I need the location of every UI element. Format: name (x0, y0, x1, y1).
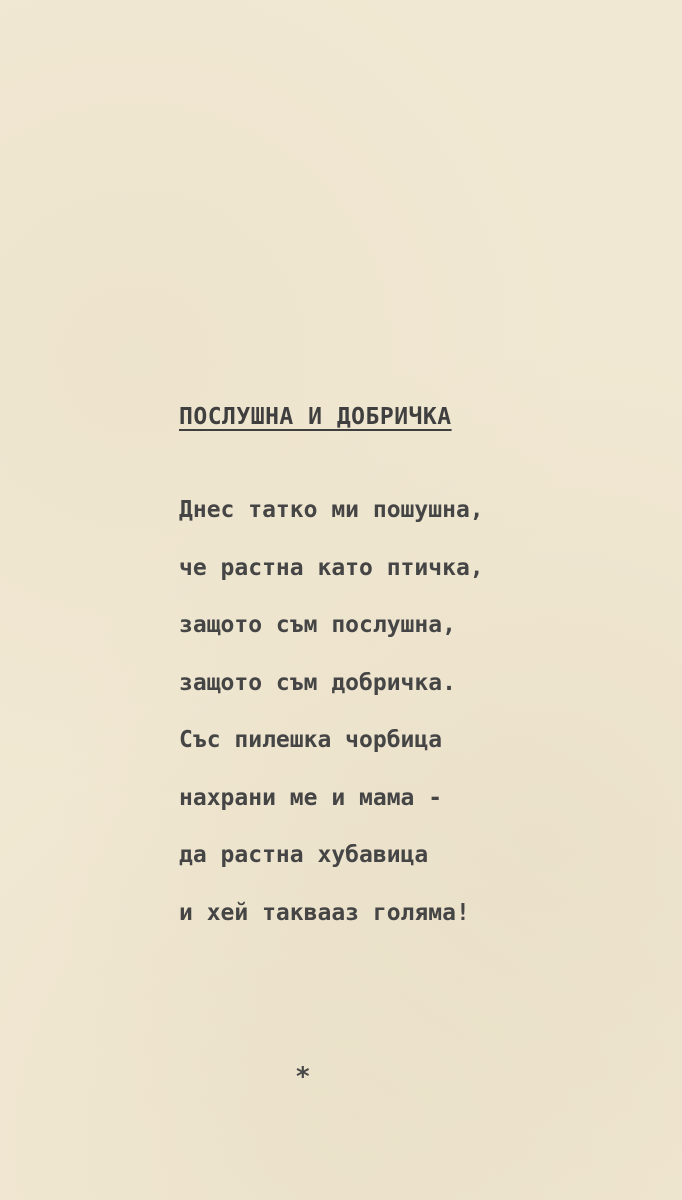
poem-line: Днес татко ми пошушна, (179, 497, 484, 523)
poem-title: ПОСЛУШНА И ДОБРИЧКА (179, 404, 452, 430)
poem-line: и хей таквааз голяма! (179, 899, 470, 926)
poem-line: че растна като птичка, (179, 554, 484, 581)
poem-body (179, 488, 579, 948)
poem-line: нахрани ме и мама - (179, 784, 443, 811)
poem-line: защото съм добричка. (179, 669, 456, 696)
poem-line: да растна хубавица (179, 842, 429, 868)
section-separator: * (295, 1062, 311, 1092)
poem-line: защото съм послушна, (179, 612, 456, 638)
poem-line: Със пилешка чорбица (179, 727, 443, 753)
